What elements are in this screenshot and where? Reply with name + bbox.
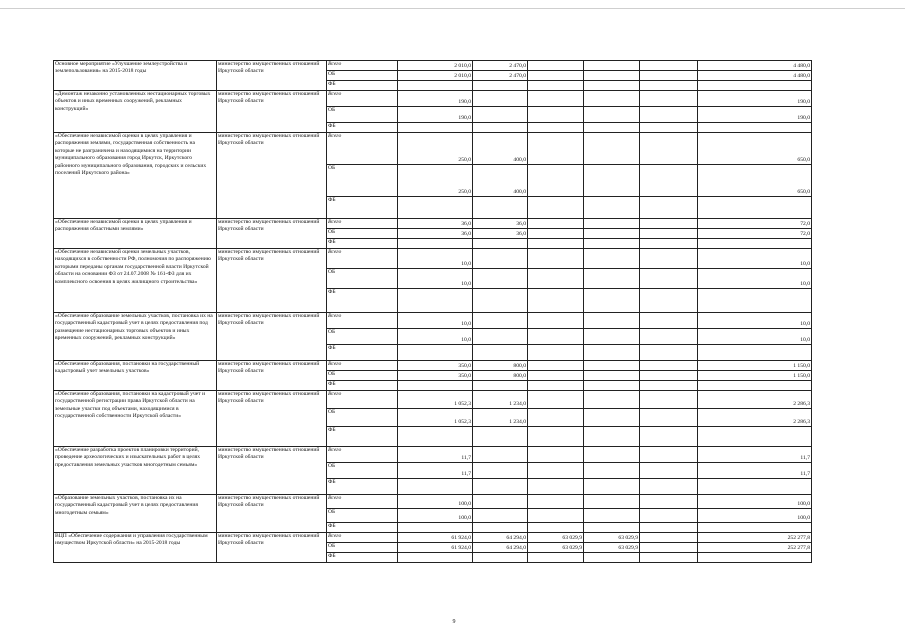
funding-source: Всего xyxy=(327,447,398,463)
amount-cell: 400,0 xyxy=(473,165,528,197)
amount-cell xyxy=(473,553,528,563)
amount-cell: 350,0 xyxy=(398,371,473,381)
amount-cell xyxy=(528,371,584,381)
executor-name: министерство имущественных отношений Иркутской области xyxy=(217,447,327,495)
amount-cell xyxy=(398,81,473,91)
amount-cell xyxy=(473,495,528,509)
funding-source: ОБ xyxy=(327,509,398,523)
executor-name: министерство имущественных отношений Иркутской области xyxy=(217,133,327,219)
amount-cell xyxy=(528,133,584,165)
amount-cell xyxy=(473,239,528,249)
amount-cell xyxy=(584,289,640,313)
amount-cell xyxy=(584,447,640,463)
amount-cell xyxy=(473,345,528,361)
measure-name: «Обеспечение независимой оценки в целях управления и распоряжения областными землями» xyxy=(54,219,217,249)
amount-cell xyxy=(584,81,640,91)
amount-cell xyxy=(584,219,640,229)
amount-cell xyxy=(528,391,584,409)
measure-name: «Образование земельных участков, постановка их на государственный кадастровый учет в целях предоставления многодетным семьям» xyxy=(54,495,217,533)
total-cell: 252 277,8 xyxy=(698,543,812,553)
amount-cell xyxy=(473,289,528,313)
total-cell: 11,7 xyxy=(698,463,812,479)
amount-cell xyxy=(528,345,584,361)
table-row xyxy=(54,313,812,329)
funding-source: ОБ xyxy=(327,371,398,381)
amount-cell: 1 234,0 xyxy=(473,409,528,427)
executor-name: министерство имущественных отношений Иркутской области xyxy=(217,91,327,133)
amount-cell xyxy=(528,239,584,249)
amount-cell xyxy=(584,345,640,361)
funding-source: ОБ xyxy=(327,269,398,289)
empty-cell xyxy=(640,91,698,107)
amount-cell xyxy=(473,329,528,345)
funding-source: ФБ xyxy=(327,523,398,533)
total-cell xyxy=(698,479,812,495)
funding-source: ФБ xyxy=(327,81,398,91)
total-cell: 10,0 xyxy=(698,313,812,329)
amount-cell xyxy=(584,165,640,197)
amount-cell: 2 010,0 xyxy=(398,71,473,81)
amount-cell xyxy=(528,61,584,71)
total-cell: 2 286,3 xyxy=(698,409,812,427)
amount-cell: 36,0 xyxy=(473,229,528,239)
amount-cell xyxy=(473,313,528,329)
measure-name: «Обеспечение независимой оценки земельных участков, находящихся в собственности РФ, полномочия по распоряжению которыми переданы органам государственной власти Иркутской области на основании ФЗ от 24.07.2008 № 161-ФЗ для их комплексного освоения в целях жилищного строительства» xyxy=(54,249,217,313)
amount-cell: 10,0 xyxy=(398,269,473,289)
amount-cell xyxy=(584,495,640,509)
executor-name: министерство имущественных отношений Иркутской области xyxy=(217,533,327,563)
funding-source: Всего xyxy=(327,495,398,509)
amount-cell xyxy=(398,345,473,361)
funding-source: ОБ xyxy=(327,329,398,345)
amount-cell xyxy=(584,361,640,371)
amount-cell xyxy=(584,133,640,165)
empty-cell xyxy=(640,71,698,81)
empty-cell xyxy=(640,289,698,313)
empty-cell xyxy=(640,371,698,381)
amount-cell xyxy=(398,239,473,249)
amount-cell xyxy=(473,107,528,123)
funding-source: Всего xyxy=(327,533,398,543)
total-cell: 10,0 xyxy=(698,269,812,289)
amount-cell: 61 924,0 xyxy=(398,543,473,553)
amount-cell xyxy=(528,381,584,391)
empty-cell xyxy=(640,313,698,329)
amount-cell xyxy=(398,289,473,313)
amount-cell xyxy=(528,361,584,371)
scan-edge-line xyxy=(0,8,905,9)
empty-cell xyxy=(640,543,698,553)
amount-cell xyxy=(473,249,528,269)
total-cell xyxy=(698,523,812,533)
empty-cell xyxy=(640,61,698,71)
empty-cell xyxy=(640,329,698,345)
total-cell: 190,0 xyxy=(698,91,812,107)
amount-cell xyxy=(398,427,473,447)
amount-cell xyxy=(528,509,584,523)
measure-name: «Обеспечение разработка проектов планировки территорий, проведение археологических и изыскательных работ в целях предоставления земельных участков многодетным семьям» xyxy=(54,447,217,495)
amount-cell xyxy=(584,107,640,123)
amount-cell xyxy=(584,371,640,381)
funding-source: Всего xyxy=(327,91,398,107)
empty-cell xyxy=(640,409,698,427)
total-cell: 72,0 xyxy=(698,219,812,229)
amount-cell xyxy=(584,61,640,71)
amount-cell xyxy=(398,123,473,133)
amount-cell: 11,7 xyxy=(398,447,473,463)
total-cell xyxy=(698,289,812,313)
funding-source: Всего xyxy=(327,391,398,409)
amount-cell: 10,0 xyxy=(398,313,473,329)
measure-name: «Демонтаж незаконно установленных нестационарных торговых объектов и иных временных сооружений, рекламных конструкций» xyxy=(54,91,217,133)
empty-cell xyxy=(640,427,698,447)
funding-source: ФБ xyxy=(327,553,398,563)
amount-cell xyxy=(473,523,528,533)
total-cell xyxy=(698,345,812,361)
empty-cell xyxy=(640,361,698,371)
table-row xyxy=(54,361,812,371)
amount-cell xyxy=(528,165,584,197)
total-cell: 10,0 xyxy=(698,329,812,345)
total-cell xyxy=(698,197,812,219)
amount-cell xyxy=(584,197,640,219)
empty-cell xyxy=(640,381,698,391)
amount-cell: 64 294,0 xyxy=(473,543,528,553)
funding-source: ОБ xyxy=(327,229,398,239)
amount-cell xyxy=(584,269,640,289)
amount-cell: 63 029,9 xyxy=(528,533,584,543)
table-row xyxy=(54,61,812,71)
amount-cell xyxy=(398,523,473,533)
total-cell: 650,0 xyxy=(698,165,812,197)
amount-cell xyxy=(473,463,528,479)
total-cell xyxy=(698,81,812,91)
funding-source: ОБ xyxy=(327,71,398,81)
amount-cell xyxy=(584,523,640,533)
amount-cell: 350,0 xyxy=(398,361,473,371)
amount-cell xyxy=(528,479,584,495)
amount-cell xyxy=(398,479,473,495)
total-cell xyxy=(698,239,812,249)
amount-cell xyxy=(398,553,473,563)
amount-cell xyxy=(584,313,640,329)
amount-cell: 100,0 xyxy=(398,495,473,509)
total-cell: 2 286,3 xyxy=(698,391,812,409)
amount-cell: 1 234,0 xyxy=(473,391,528,409)
funding-source: ФБ xyxy=(327,197,398,219)
funding-source: Всего xyxy=(327,61,398,71)
amount-cell xyxy=(528,553,584,563)
executor-name: министерство имущественных отношений Иркутской области xyxy=(217,219,327,249)
total-cell xyxy=(698,123,812,133)
empty-cell xyxy=(640,463,698,479)
table-row xyxy=(54,249,812,269)
table-row xyxy=(54,495,812,509)
amount-cell xyxy=(584,229,640,239)
amount-cell xyxy=(473,197,528,219)
measure-name: ВЦП «Обеспечение содержания и управления государственным имуществом Иркутской области» на 2015-2018 годы xyxy=(54,533,217,563)
funding-source: ФБ xyxy=(327,289,398,313)
amount-cell xyxy=(473,123,528,133)
amount-cell: 61 924,0 xyxy=(398,533,473,543)
amount-cell: 250,0 xyxy=(398,165,473,197)
empty-cell xyxy=(640,391,698,409)
executor-name: министерство имущественных отношений Иркутской области xyxy=(217,495,327,533)
amount-cell xyxy=(584,553,640,563)
amount-cell: 2 470,0 xyxy=(473,71,528,81)
amount-cell xyxy=(528,495,584,509)
amount-cell xyxy=(528,229,584,239)
total-cell: 11,7 xyxy=(698,447,812,463)
amount-cell: 190,0 xyxy=(398,107,473,123)
amount-cell: 100,0 xyxy=(398,509,473,523)
amount-cell xyxy=(584,391,640,409)
total-cell xyxy=(698,553,812,563)
amount-cell xyxy=(473,509,528,523)
empty-cell xyxy=(640,509,698,523)
amount-cell: 63 029,9 xyxy=(528,543,584,553)
table-row xyxy=(54,133,812,165)
total-cell: 4 480,0 xyxy=(698,61,812,71)
amount-cell xyxy=(473,81,528,91)
amount-cell xyxy=(584,509,640,523)
total-cell: 4 480,0 xyxy=(698,71,812,81)
amount-cell: 64 294,0 xyxy=(473,533,528,543)
amount-cell: 10,0 xyxy=(398,249,473,269)
amount-cell xyxy=(528,219,584,229)
amount-cell xyxy=(584,463,640,479)
amount-cell xyxy=(473,427,528,447)
funding-source: ФБ xyxy=(327,123,398,133)
amount-cell xyxy=(528,81,584,91)
measure-name: «Обеспечение образования, постановки на государственный кадастровый учет земельных участков» xyxy=(54,361,217,391)
table-row xyxy=(54,447,812,463)
amount-cell xyxy=(584,409,640,427)
total-cell: 1 150,0 xyxy=(698,361,812,371)
funding-source: ФБ xyxy=(327,345,398,361)
amount-cell xyxy=(473,447,528,463)
total-cell: 72,0 xyxy=(698,229,812,239)
empty-cell xyxy=(640,197,698,219)
amount-cell xyxy=(584,71,640,81)
empty-cell xyxy=(640,107,698,123)
amount-cell xyxy=(528,523,584,533)
empty-cell xyxy=(640,81,698,91)
amount-cell: 2 010,0 xyxy=(398,61,473,71)
table-row xyxy=(54,533,812,543)
amount-cell: 36,0 xyxy=(398,219,473,229)
amount-cell xyxy=(528,107,584,123)
measure-name: «Обеспечение образование земельных участков, постановка их на государственный кадастровый учет в целях предоставления под размещение нестационарных торговых объектов и иных временных сооружений, рекламных конструкций» xyxy=(54,313,217,361)
empty-cell xyxy=(640,123,698,133)
funding-source: ОБ xyxy=(327,543,398,553)
amount-cell xyxy=(528,409,584,427)
amount-cell xyxy=(528,463,584,479)
funding-source: Всего xyxy=(327,361,398,371)
amount-cell: 800,0 xyxy=(473,371,528,381)
total-cell: 100,0 xyxy=(698,509,812,523)
amount-cell xyxy=(473,91,528,107)
empty-cell xyxy=(640,239,698,249)
measure-name: «Обеспечение независимой оценки в целях управления и распоряжения землями, государственная собственность на которые не разграничена и находящимися на территории муниципального образования город Иркутск, Иркутского районного муниципального образования, городских и сельских поселений Иркутского района» xyxy=(54,133,217,219)
amount-cell xyxy=(584,91,640,107)
amount-cell xyxy=(584,479,640,495)
amount-cell xyxy=(528,289,584,313)
empty-cell xyxy=(640,345,698,361)
total-cell xyxy=(698,381,812,391)
amount-cell: 1 052,3 xyxy=(398,409,473,427)
amount-cell xyxy=(584,329,640,345)
total-cell: 10,0 xyxy=(698,249,812,269)
amount-cell xyxy=(584,239,640,249)
amount-cell: 250,0 xyxy=(398,133,473,165)
funding-source: ОБ xyxy=(327,107,398,123)
empty-cell xyxy=(640,219,698,229)
executor-name: министерство имущественных отношений Иркутской области xyxy=(217,391,327,447)
empty-cell xyxy=(640,447,698,463)
funding-source: Всего xyxy=(327,219,398,229)
amount-cell: 2 470,0 xyxy=(473,61,528,71)
amount-cell xyxy=(398,381,473,391)
amount-cell xyxy=(528,447,584,463)
total-cell: 650,0 xyxy=(698,133,812,165)
amount-cell: 11,7 xyxy=(398,463,473,479)
amount-cell: 63 029,9 xyxy=(584,533,640,543)
funding-source: ФБ xyxy=(327,381,398,391)
amount-cell: 190,0 xyxy=(398,91,473,107)
amount-cell: 36,0 xyxy=(398,229,473,239)
measure-name: Основное мероприятие «Улучшение землеустройства и землепользования» на 2015-2018 годы xyxy=(54,61,217,91)
table-row xyxy=(54,391,812,409)
empty-cell xyxy=(640,133,698,165)
funding-source: ФБ xyxy=(327,479,398,495)
amount-cell xyxy=(473,269,528,289)
total-cell: 190,0 xyxy=(698,107,812,123)
amount-cell: 400,0 xyxy=(473,133,528,165)
amount-cell xyxy=(398,197,473,219)
amount-cell xyxy=(473,381,528,391)
executor-name: министерство имущественных отношений Иркутской области xyxy=(217,361,327,391)
amount-cell xyxy=(528,197,584,219)
empty-cell xyxy=(640,269,698,289)
empty-cell xyxy=(640,523,698,533)
amount-cell xyxy=(528,249,584,269)
total-cell: 100,0 xyxy=(698,495,812,509)
amount-cell xyxy=(528,123,584,133)
executor-name: министерство имущественных отношений Иркутской области xyxy=(217,61,327,91)
total-cell: 1 150,0 xyxy=(698,371,812,381)
amount-cell xyxy=(528,329,584,345)
amount-cell: 1 052,3 xyxy=(398,391,473,409)
funding-source: ФБ xyxy=(327,239,398,249)
empty-cell xyxy=(640,495,698,509)
empty-cell xyxy=(640,553,698,563)
total-cell xyxy=(698,427,812,447)
amount-cell: 63 029,9 xyxy=(584,543,640,553)
amount-cell xyxy=(528,71,584,81)
total-cell: 252 277,8 xyxy=(698,533,812,543)
executor-name: министерство имущественных отношений Иркутской области xyxy=(217,313,327,361)
funding-source: Всего xyxy=(327,249,398,269)
funding-source: Всего xyxy=(327,313,398,329)
funding-source: ОБ xyxy=(327,165,398,197)
executor-name: министерство имущественных отношений Иркутской области xyxy=(217,249,327,313)
amount-cell xyxy=(528,313,584,329)
page-number: 9 xyxy=(452,619,456,625)
amount-cell xyxy=(528,269,584,289)
table-row xyxy=(54,91,812,107)
empty-cell xyxy=(640,229,698,239)
amount-cell xyxy=(584,427,640,447)
amount-cell xyxy=(528,91,584,107)
table-row xyxy=(54,219,812,229)
funding-source: ОБ xyxy=(327,409,398,427)
amount-cell: 800,0 xyxy=(473,361,528,371)
amount-cell xyxy=(584,249,640,269)
funding-source: ФБ xyxy=(327,427,398,447)
funding-source: ОБ xyxy=(327,463,398,479)
empty-cell xyxy=(640,165,698,197)
amount-cell xyxy=(473,479,528,495)
amount-cell xyxy=(584,381,640,391)
measure-name: «Обеспечение образования, постановки на кадастровый учет и государственной регистрации права Иркутской области на земельные участки под объектами, находящимися в государственной собственности Иркутской области» xyxy=(54,391,217,447)
empty-cell xyxy=(640,533,698,543)
amount-cell xyxy=(584,123,640,133)
amount-cell: 10,0 xyxy=(398,329,473,345)
empty-cell xyxy=(640,249,698,269)
amount-cell xyxy=(528,427,584,447)
amount-cell: 36,0 xyxy=(473,219,528,229)
budget-table xyxy=(53,60,812,563)
empty-cell xyxy=(640,479,698,495)
funding-source: Всего xyxy=(327,133,398,165)
